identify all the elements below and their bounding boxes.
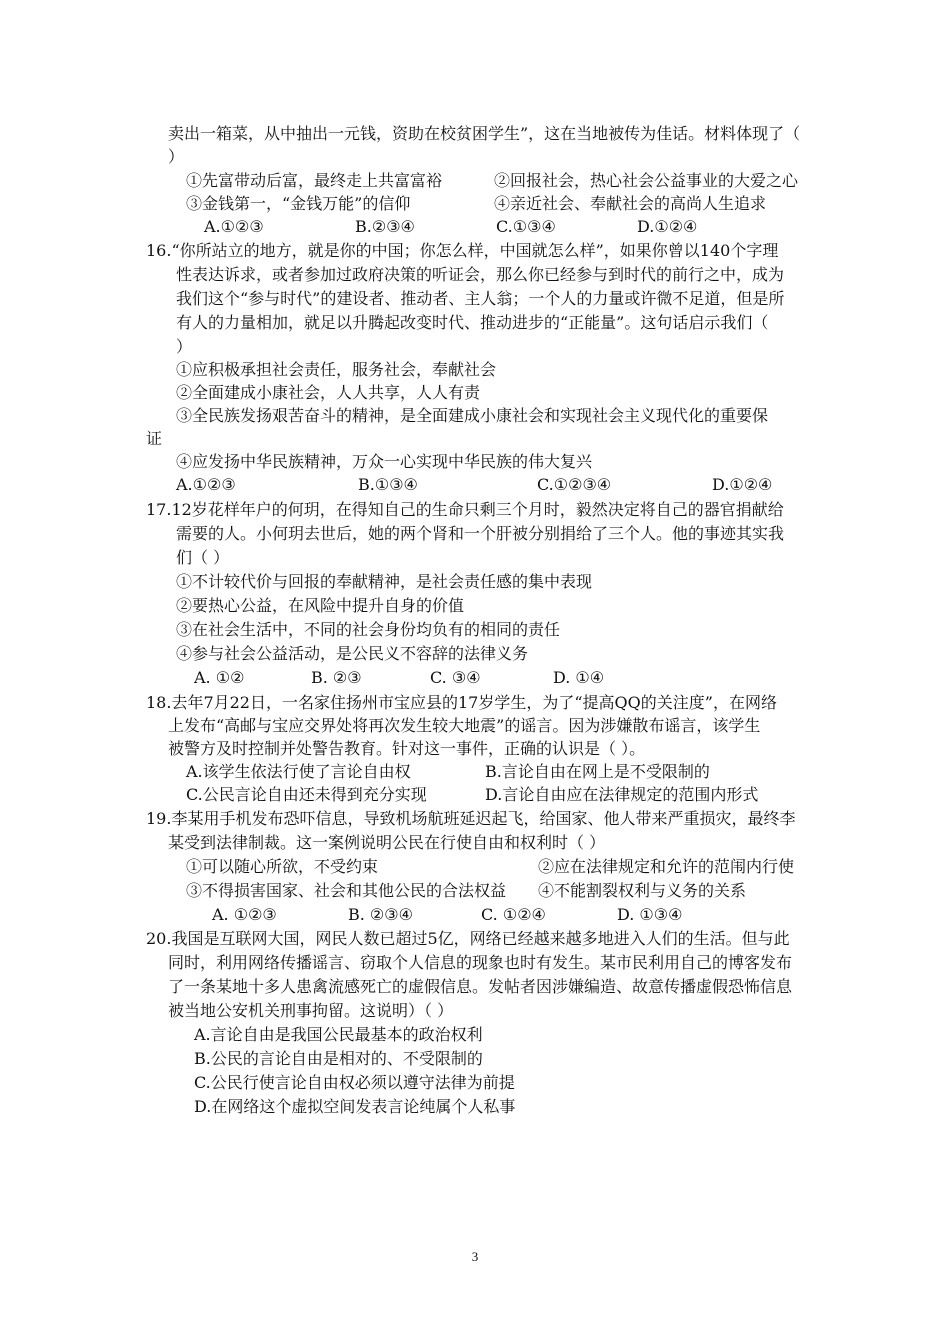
q16-stem-line-1: 16.“你所站立的地方，就是你的中国；你怎么样，中国就怎么样”，如果你曾以140个字理 (146, 241, 779, 260)
q20-stem-line-3: 了一条某地十多人患禽流感死亡的虚假信息。发帖者因涉嫌编造、故意传播虚假恐怖信息 (168, 977, 793, 996)
q17-choice-c: C. ③④ (430, 668, 481, 687)
q16-choice-a: A.①②③ (176, 475, 236, 494)
q19-choice-a: A. ①②③ (212, 905, 277, 924)
q20-choice-c: C.公民行使言论自由权必须以遵守法律为前提 (194, 1073, 515, 1092)
q15-stem-line-2: ） (168, 147, 185, 166)
q19-option-4: ④不能割裂权利与义务的关系 (538, 881, 747, 900)
q15-stem-line-1: 卖出一箱菜，从中抽出一元钱，资助在校贫困学生”，这在当地被传为佳话。材料体现了（ (168, 124, 801, 143)
q17-choice-a: A. ①② (194, 668, 245, 687)
q15-option-2: ②回报社会，热心社会公益事业的大爱之心 (494, 171, 799, 190)
q20-stem-line-1: 20.我国是互联网大国，网民人数已超过5亿，网络已经越来越多地进入人们的生活。但与此 (146, 929, 790, 948)
q20-stem-line-4: 被当地公安机关刑事拘留。这说明）（ ） (168, 1001, 454, 1020)
q16-stem-line-3: 我们这个“参与时代”的建设者、推动者、主人翁；一个人的力量或许微不足道，但是所 (176, 289, 785, 308)
q18-choice-d: D.言论自由应在法律规定的范围内形式 (485, 785, 759, 804)
q15-choice-b: B.②③④ (355, 217, 415, 236)
q19-stem-line-1: 19.李某用手机发布恐吓信息，导致机场航班延迟起飞，给国家、他人带来严重损灾，最终李 (146, 809, 796, 828)
q17-option-4: ④参与社会公益活动，是公民义不容辞的法律义务 (176, 644, 529, 663)
q19-option-3: ③不得损害国家、社会和其他公民的合法权益 (186, 881, 507, 900)
q16-stem-line-2: 性表达诉求，或者参加过政府决策的听证会，那么你已经参与到时代的前行之中，成为 (176, 265, 785, 284)
q19-stem-line-2: 某受到法律制裁。这一案例说明公民在行使自由和权利时（ ） (168, 833, 606, 852)
q15-option-1: ①先富带动后富，最终走上共富富裕 (186, 171, 443, 190)
q16-option-3-wrap: 证 (146, 429, 163, 448)
q15-choice-a: A.①②③ (204, 217, 264, 236)
q18-stem-line-1: 18.去年7月22日，一名家住扬州市宝应县的17岁学生，为了“提高QQ的关注度”，在网络 (146, 693, 777, 712)
q16-stem-line-5: ） (176, 337, 193, 356)
q17-stem-line-1: 17.12岁花样年户的何玥，在得知自己的生命只剩三个月时，毅然决定将自己的器官捐献给 (146, 500, 784, 519)
q15-choice-c: C.①③④ (496, 217, 556, 236)
q19-choice-c: C. ①②④ (481, 905, 546, 924)
q18-stem-line-2: 上发布“高邮与宝应交界处将再次发生较大地震”的谣言。因为涉嫌散布谣言，该学生 (168, 716, 761, 735)
q20-stem-line-2: 同时，利用网络传播谣言、窃取个人信息的现象也时有发生。某市民利用自己的博客发布 (168, 953, 793, 972)
q16-option-3: ③全民族发扬艰苦奋斗的精神，是全面建成小康社会和实现社会主义现代化的重要保 (176, 406, 769, 425)
q17-choice-d: D. ①④ (553, 668, 605, 687)
q20-choice-b: B.公民的言论自由是相对的、不受限制的 (194, 1049, 483, 1068)
q15-choice-d: D.①②④ (637, 217, 698, 236)
q18-stem-line-3: 被警方及时控制并处警告教育。针对这一事件，正确的认识是（ ）。 (168, 739, 646, 758)
q18-choice-b: B.言论自由在网上是不受限制的 (485, 762, 710, 781)
q19-option-2: ②应在法律规定和允许的范闱内行使 (538, 857, 795, 876)
q16-stem-line-4: 有人的力量相加，就足以升腾起改变时代、推动进步的“正能量”。这句话启示我们（ (176, 313, 769, 332)
q17-stem-line-3: 们（ ） (176, 548, 230, 567)
q17-option-1: ①不计较代价与回报的奉献精神，是社会责任感的集中表现 (176, 572, 593, 591)
q19-choice-b: B. ②③④ (348, 905, 413, 924)
q16-choice-c: C.①②③④ (537, 475, 612, 494)
q18-choice-c: C.公民言论自由还未得到充分实现 (186, 785, 427, 804)
q17-option-2: ②要热心公益，在风险中提升自身的价值 (176, 596, 465, 615)
q15-option-4: ④亲近社会、奉献社会的高尚人生追求 (494, 194, 767, 213)
q15-option-3: ③金钱第一，“金钱万能”的信仰 (186, 194, 411, 213)
q20-choice-d: D.在网络这个虚拟空间发表言论纯属个人私事 (194, 1097, 516, 1116)
q19-choice-d: D. ①③④ (617, 905, 683, 924)
q16-choice-b: B.①③④ (358, 475, 418, 494)
q17-stem-line-2: 需要的人。小何玥去世后，她的两个肾和一个肝被分别捐给了三个人。他的事迹其实我 (176, 524, 785, 543)
q16-option-1: ①应积极承担社会责任，服务社会，奉献社会 (176, 360, 497, 379)
q19-option-1: ①可以随心所欲，不受约束 (186, 857, 379, 876)
q16-choice-d: D.①②④ (712, 475, 773, 494)
q16-option-4: ④应发扬中华民族精神，万众一心实现中华民族的伟大复兴 (176, 452, 593, 471)
q16-option-2: ②全面建成小康社会，人人共享，人人有责 (176, 383, 481, 402)
page-number: 3 (471, 1249, 479, 1264)
q20-choice-a: A.言论自由是我国公民最基本的政治权利 (194, 1025, 483, 1044)
q18-choice-a: A.该学生依法行使了言论自由权 (186, 762, 411, 781)
q17-option-3: ③在社会生活中，不同的社会身份均负有的相同的责任 (176, 620, 561, 639)
q17-choice-b: B. ②③ (311, 668, 362, 687)
